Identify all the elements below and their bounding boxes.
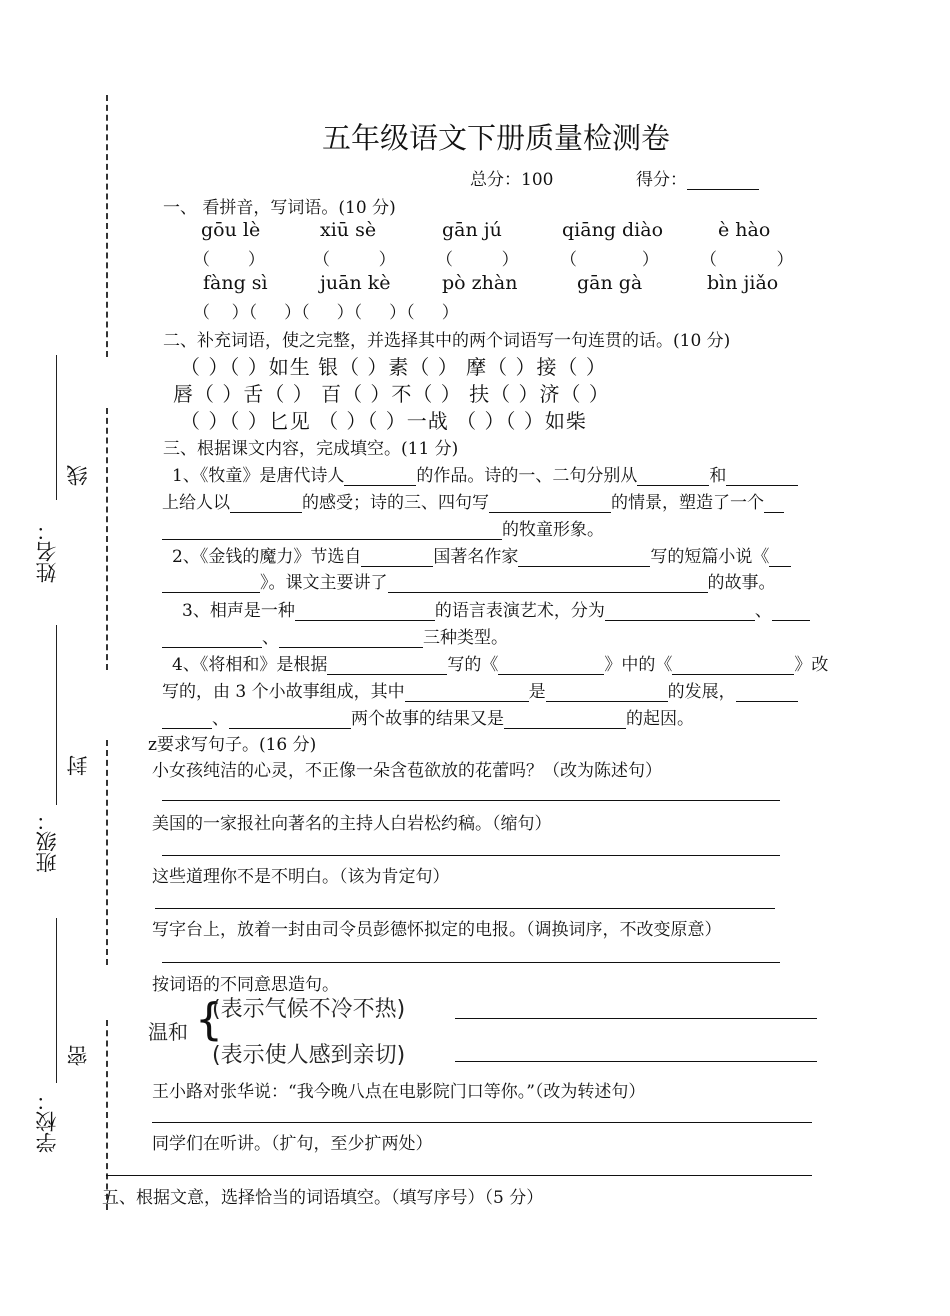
q3-1-line3: 的牧童形象。 <box>162 515 604 540</box>
pinyin-7: juān kè <box>320 272 391 294</box>
blank[interactable] <box>162 629 262 648</box>
answer-line[interactable] <box>162 962 780 963</box>
answer-line[interactable] <box>162 800 780 801</box>
s4-q4: 写字台上，放着一封由司令员彭德怀拟定的电报。（调换词序，不改变原意） <box>152 920 722 940</box>
answer-box[interactable]: （ ） <box>313 250 396 270</box>
s4-q1: 小女孩纯洁的心灵，不正像一朵含苞欲放的花蕾吗？（改为陈述句） <box>152 761 662 781</box>
secret-mark: 密 <box>66 1045 90 1066</box>
idiom-row-2[interactable]: 唇（ ）舌（ ） 百（ ）不（ ） 扶（ ）济（ ） <box>173 382 610 406</box>
pinyin-8: pò zhàn <box>442 272 518 294</box>
blank[interactable] <box>672 656 794 675</box>
section4-heading: z要求写句子。(16 分) <box>148 735 317 755</box>
blank[interactable] <box>518 548 650 567</box>
q3-4-line3: 、 两个故事的结果又是 的起因。 <box>162 704 694 729</box>
school-label: 学校： <box>35 1090 59 1153</box>
answer-line[interactable] <box>455 1061 817 1062</box>
q3-3-line2: 、 三种类型。 <box>162 623 508 648</box>
idiom-row-3[interactable]: （ ）（ ）匕见 （ ）（ ）一战 （ ）（ ）如柴 <box>180 409 587 433</box>
q3-1-line2: 上给人以 的感受；诗的三、四句写 的情景，塑造了一个 <box>162 488 784 513</box>
school-blank[interactable] <box>56 918 57 1083</box>
blank[interactable] <box>162 521 502 540</box>
page-title: 五年级语文下册质量检测卷 <box>322 121 671 155</box>
q3-3-line1: 3、相声是一种 的语言表演艺术，分为 、 <box>182 596 810 621</box>
pinyin-5: è hào <box>718 219 771 241</box>
answer-line[interactable] <box>155 908 775 909</box>
target-word: 温和 <box>148 1020 188 1044</box>
binding-dashed-line <box>106 408 108 670</box>
blank[interactable] <box>546 683 668 702</box>
pinyin-4: qiāng diào <box>562 219 664 241</box>
blank[interactable] <box>230 494 302 513</box>
section2-heading: 二、补充词语，使之完整，并选择其中的两个词语写一句连贯的话。(10 分) <box>163 331 731 351</box>
total-score: 总分：100 <box>470 170 554 190</box>
blank[interactable] <box>489 494 611 513</box>
name-label: 姓名： <box>35 520 59 583</box>
seal-mark: 封 <box>66 755 90 776</box>
pinyin-6: fàng sì <box>203 272 268 294</box>
answer-box[interactable]: （ ） <box>560 250 659 270</box>
blank[interactable] <box>504 710 626 729</box>
score-blank[interactable] <box>687 171 759 190</box>
answer-box[interactable]: （ ） <box>436 250 519 270</box>
q3-2-line1: 2、《金钱的魔力》节选自 国著名作家 写的短篇小说《 <box>172 542 791 567</box>
binding-dashed-line <box>106 95 108 357</box>
blank[interactable] <box>279 629 423 648</box>
blank[interactable] <box>327 656 447 675</box>
name-blank[interactable] <box>56 355 57 500</box>
blank[interactable] <box>405 683 529 702</box>
binding-dashed-line <box>106 740 108 965</box>
answer-box[interactable]: （ ） <box>193 250 265 270</box>
blank[interactable] <box>764 494 784 513</box>
section5-heading: 五、根据文意，选择恰当的词语填空。（填写序号）（5 分） <box>102 1188 544 1208</box>
blank[interactable] <box>344 467 416 486</box>
blank[interactable] <box>637 467 709 486</box>
blank[interactable] <box>605 602 755 621</box>
blank[interactable] <box>229 710 351 729</box>
blank[interactable] <box>769 548 791 567</box>
q3-2-line2: 》。课文主要讲了 的故事。 <box>162 568 776 593</box>
answer-row[interactable]: （ ）（ ）（ ）（ ）（ ） <box>193 303 459 323</box>
q3-4-line1: 4、《将相和》是根据 写的《 》中的《 》改 <box>172 655 829 675</box>
s4-q3: 这些道理你不是不明白。（该为肯定句） <box>152 867 450 887</box>
blank[interactable] <box>295 602 435 621</box>
blank[interactable] <box>498 656 604 675</box>
binding-dashed-line <box>106 1020 108 1210</box>
answer-line[interactable] <box>152 1122 812 1123</box>
brace-icon: { <box>195 994 223 1045</box>
answer-line[interactable] <box>162 855 780 856</box>
s4-q7: 同学们在听讲。（扩句，至少扩两处） <box>152 1134 433 1154</box>
blank[interactable] <box>162 710 212 729</box>
idiom-row-1[interactable]: （ ）（ ）如生 银（ ）素（ ） 摩（ ）接（ ） <box>180 355 607 379</box>
answer-box[interactable]: （ ） <box>700 250 794 270</box>
section1-heading: 一、 看拼音，写词语。(10 分) <box>163 198 396 218</box>
class-blank[interactable] <box>56 625 57 805</box>
score-label: 得分： <box>636 165 759 190</box>
line-mark: 线 <box>66 465 90 486</box>
answer-line[interactable] <box>455 1018 817 1019</box>
pinyin-10: bìn jiǎo <box>707 272 779 294</box>
blank[interactable] <box>388 574 708 593</box>
section3-heading: 三、根据课文内容，完成填空。(11 分) <box>163 439 459 459</box>
blank[interactable] <box>736 683 798 702</box>
pinyin-1: gōu lè <box>201 219 261 241</box>
pinyin-9: gān gà <box>577 272 643 294</box>
pinyin-3: gān jú <box>442 219 502 241</box>
answer-line[interactable] <box>106 1175 812 1176</box>
s4-q2: 美国的一家报社向著名的主持人白岩松约稿。（缩句） <box>152 814 552 834</box>
q3-1-line1: 1、《牧童》是唐代诗人 的作品。诗的一、二句分别从 和 <box>172 461 798 486</box>
meaning-2: (表示使人感到亲切) <box>212 1043 406 1068</box>
blank[interactable] <box>772 602 810 621</box>
blank[interactable] <box>361 548 433 567</box>
s4-q5: 按词语的不同意思造句。 <box>152 975 339 995</box>
s4-q6: 王小路对张华说：“我今晚八点在电影院门口等你。”（改为转述句） <box>152 1082 646 1102</box>
meaning-1: (表示气候不冷不热) <box>212 997 406 1022</box>
class-label: 班级： <box>35 810 59 873</box>
q3-4-line2: 写的，由 3 个小故事组成，其中 是 的发展， <box>162 677 798 702</box>
blank[interactable] <box>726 467 798 486</box>
blank[interactable] <box>162 574 260 593</box>
pinyin-2: xiū sè <box>320 219 377 241</box>
